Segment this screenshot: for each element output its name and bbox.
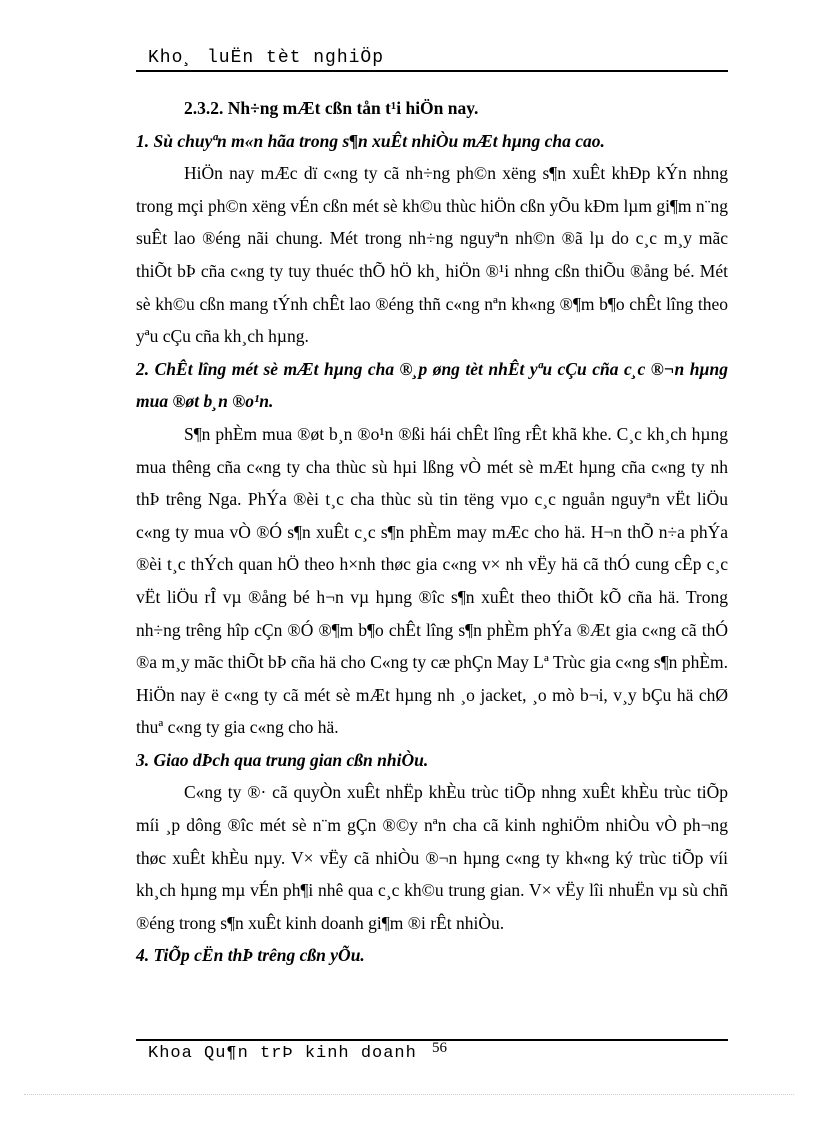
page-number: 56 — [432, 1040, 447, 1056]
page-header: Kho¸ luËn tèt nghiÖp — [148, 48, 385, 68]
page-bottom-border — [24, 1094, 794, 1095]
paragraph-1: HiÖn nay mÆc dï c«ng ty cã nh÷ng ph©n xëng s¶n xuÊt khÐp kÝn nhng trong mçi ph©n xëng vÉn cßn mét sè kh©u thùc hiÖn cßn yÕu kÐm lµm gi¶m n¨ng suÊt lao ®éng nãi chung. Mét trong nh÷ng nguyªn nh©n ®ã lµ do c¸c m¸y mãc thiÕt bÞ cña c«ng ty tuy thuéc thÕ hÖ kh¸ hiÖn ®¹i nhng cßn thiÕu ®ång bé. Mét sè kh©u cßn mang tÝnh chÊt lao ®éng thñ c«ng nªn kh«ng ®¶m b¶o chÊt lîng theo yªu cÇu cña kh¸ch hµng. — [136, 163, 728, 347]
section-heading: 2.3.2. Nh÷ng mÆt cßn tån t¹i hiÖn nay. — [184, 98, 479, 118]
document-body — [136, 92, 728, 972]
subheading-4: 4. TiÕp cËn thÞ trêng cßn yÕu. — [136, 945, 365, 966]
page-footer: Khoa Qu¶n trÞ kinh doanh — [148, 1044, 417, 1063]
subheading-1: 1. Sù chuyªn m«n hãa trong s¶n xuÊt nhiÒu mÆt hµng cha cao. — [136, 130, 605, 151]
paragraph-3: C«ng ty ®· cã quyÒn xuÊt nhËp khÈu trùc tiÕp nhng xuÊt khÈu trùc tiÕp míi ¸p dông ®îc mét sè n¨m gÇn ®©y nªn cha cã kinh nghiÖm nhiÒu vÒ ph¬ng thøc xuÊt khÈu nµy. V× vËy cã nhiÒu ®¬n hµng c«ng ty kh«ng ký trùc tiÕp víi kh¸ch hµng mµ vÉn ph¶i nhê qua c¸c kh©u trung gian. V× vËy lîi nhuËn vµ sù chñ ®éng trong s¶n xuÊt kinh doanh gi¶m ®i rÊt nhiÒu. — [136, 782, 728, 933]
subheading-3: 3. Giao dÞch qua trung gian cßn nhiÒu. — [136, 749, 429, 770]
header-rule — [136, 70, 728, 72]
paragraph-2: S¶n phÈm mua ®øt b¸n ®o¹n ®ßi hái chÊt lîng rÊt khã khe. C¸c kh¸ch hµng mua thêng cña c«ng ty cha thùc sù hµi lßng vÒ mét sè mÆt hµng cña c«ng ty nh thÞ trêng Nga. PhÝa ®èi t¸c cha thùc sù tin tëng vµo c¸c nguån nguyªn vËt liÖu c«ng ty mua vÒ ®Ó s¶n xuÊt c¸c s¶n phÈm may mÆc cho hä. H¬n thÕ n÷a phÝa ®èi t¸c thÝch quan hÖ theo h×nh thøc gia c«ng v× nh vËy hä cã thÓ cung cÊp c¸c vËt liÖu rÎ vµ ®ång bé h¬n vµ hµng ®îc s¶n xuÊt theo thiÕt kÕ cña hä. Trong nh÷ng trêng hîp cÇn ®Ó ®¶m b¶o chÊt lîng s¶n phÈm phÝa ®Æt gia c«ng cã thÓ ®a m¸y mãc thiÕt bÞ cña hä cho C«ng ty cæ phÇn May Lª Trùc gia c«ng s¶n phÈm. HiÖn nay ë c«ng ty cã mét sè mÆt hµng nh ¸o jacket, ¸o mò b¬i, v¸y bÇu hä chØ thuª c«ng ty gia c«ng cho hä. — [136, 423, 728, 738]
subheading-2: 2. ChÊt lîng mét sè mÆt hµng cha ®¸p øng tèt nhÊt yªu cÇu cña c¸c ®¬n hµng mua ®øt b¸n ®o¹n. — [136, 358, 728, 412]
